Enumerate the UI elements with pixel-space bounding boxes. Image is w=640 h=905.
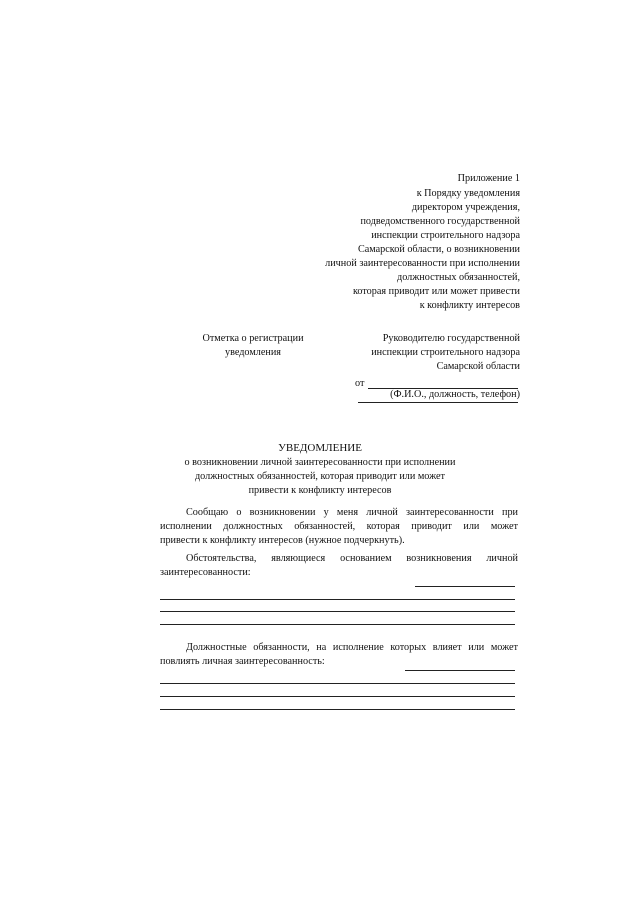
circumstances-line1: Обстоятельства, являющиеся основанием возникновения личной	[186, 553, 518, 564]
duties-blank-line	[160, 683, 515, 684]
appendix-line: должностных обязанностей,	[397, 272, 520, 283]
statement-line1: Сообщаю о возникновении у меня личной заинтересованности при	[186, 507, 518, 518]
appendix-line: к Порядку уведомления	[416, 188, 520, 199]
circumstances-blank-line	[160, 599, 515, 600]
circumstances-line2: заинтересованности:	[160, 567, 251, 578]
appendix-line: к конфликту интересов	[419, 300, 520, 311]
appendix-line: личной заинтересованности при исполнении	[325, 258, 520, 269]
notice-subtitle-line: привести к конфликту интересов	[248, 485, 392, 496]
appendix-line: которая приводит или может привести	[352, 286, 520, 297]
statement-line2: исполнении должностных обязанностей, которая приводит или может	[160, 521, 518, 532]
duties-blank-line	[160, 696, 515, 697]
notice-subtitle-line: должностных обязанностей, которая приводит или может	[194, 471, 446, 482]
circumstances-blank-line	[160, 624, 515, 625]
notice-title: УВЕДОМЛЕНИЕ	[278, 442, 362, 454]
registration-mark-line1: Отметка о регистрации	[202, 333, 304, 344]
notice-subtitle-line: о возникновении личной заинтересованности при исполнении	[184, 457, 456, 468]
addressee-line3: Самарской области	[436, 361, 520, 372]
duties-blank-line	[160, 709, 515, 710]
duties-line2: повлиять личная заинтересованность:	[160, 656, 325, 667]
appendix-line: подведомственного государственной	[360, 216, 520, 227]
registration-mark-line2: уведомления	[225, 347, 281, 358]
addressee-line1: Руководителю государственной	[382, 333, 520, 344]
circumstances-blank-line	[160, 611, 515, 612]
circumstances-blank-line	[415, 586, 515, 587]
duties-line1: Должностные обязанности, на исполнение которых влияет или может	[186, 642, 518, 653]
fio-blank-line	[358, 402, 518, 403]
appendix-line: Самарской области, о возникновении	[357, 244, 520, 255]
appendix-line: Приложение 1	[457, 173, 520, 184]
statement-line3: привести к конфликту интересов (нужное подчеркнуть).	[160, 535, 405, 546]
fio-caption: (Ф.И.О., должность, телефон)	[390, 389, 520, 400]
appendix-line: директором учреждения,	[411, 202, 520, 213]
duties-blank-line	[405, 670, 515, 671]
appendix-line: инспекции строительного надзора	[371, 230, 520, 241]
from-label: от	[355, 378, 365, 389]
addressee-line2: инспекции строительного надзора	[371, 347, 520, 358]
